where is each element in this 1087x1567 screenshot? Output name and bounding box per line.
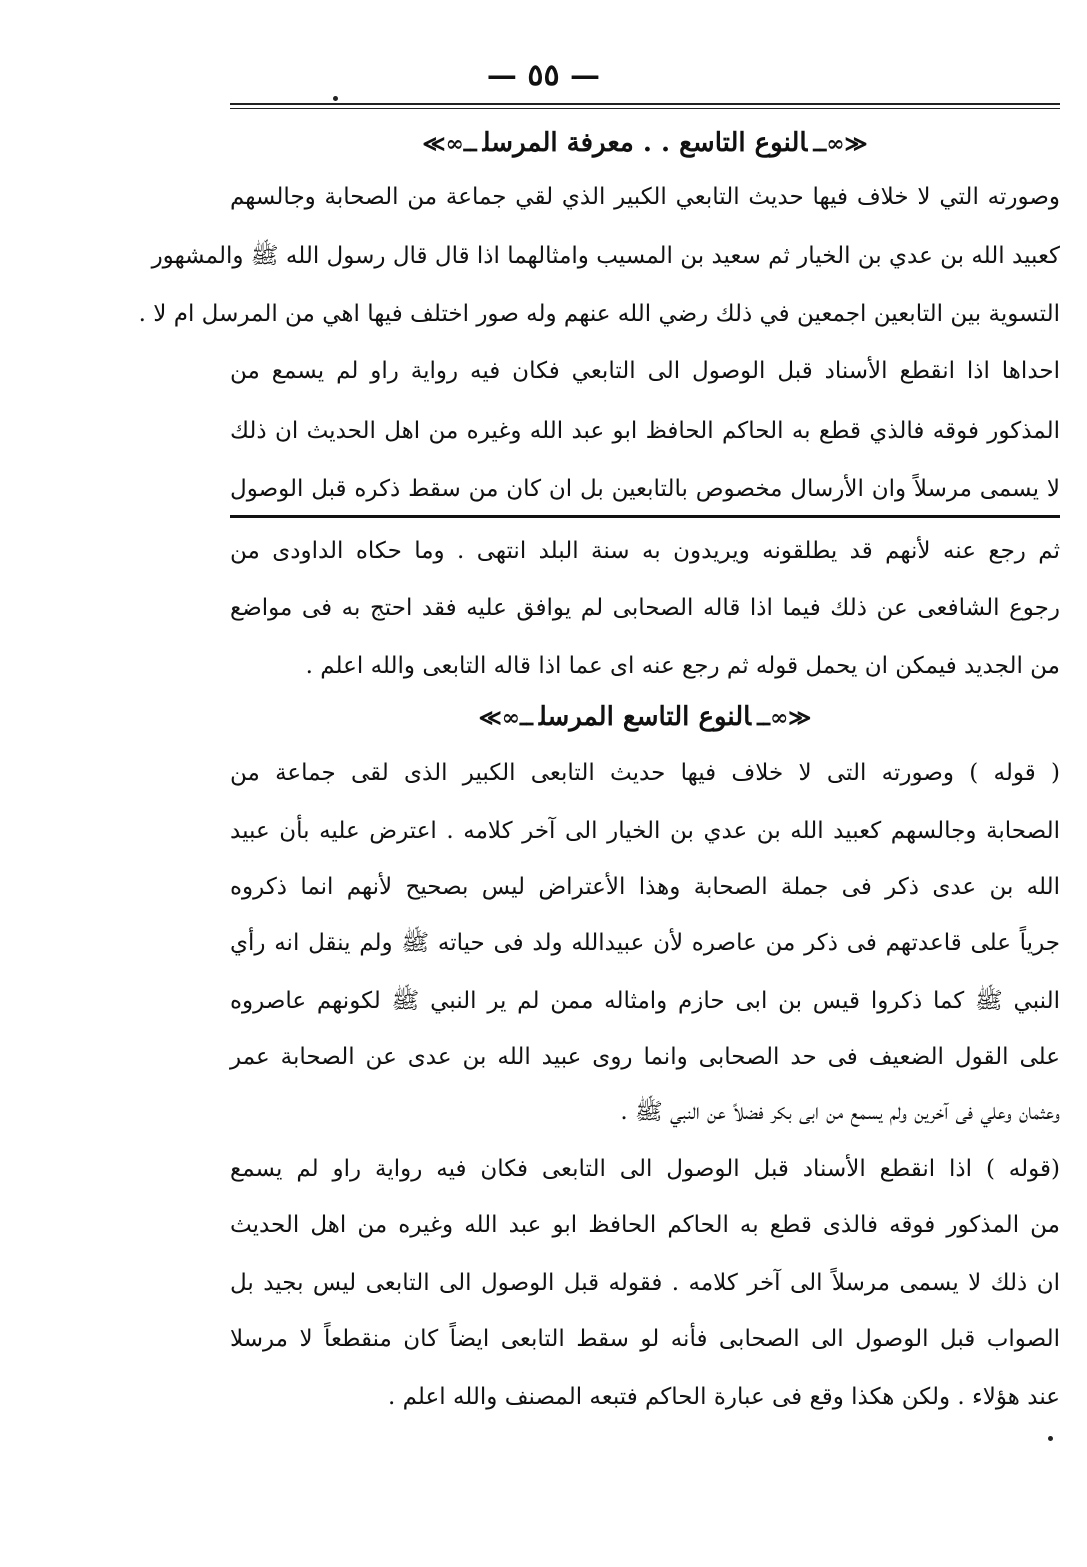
commentary-line: جرياً على قاعدتهم فى ذكر من عاصره لأن عبيدالله ولد فى حياته ﷺ ولم ينقل انه رأي xyxy=(230,930,1060,956)
main-text-line: احداها اذا انقطع الأسناد قبل الوصول الى التابعي فكان فيه رواية راو لم يسمع من xyxy=(230,358,1060,384)
page-number: — ٥٥ — xyxy=(486,58,601,93)
main-text-line: التسوية بين التابعين اجمعين في ذلك رضي الله عنهم وله صور اختلف فيها اهي من المرسل ام لا . xyxy=(138,301,1060,327)
commentary-line: من الجديد فيمكن ان يحمل قوله ثم رجع عنه اى عما اذا قاله التابعى والله اعلم . xyxy=(305,653,1060,679)
commentary-line: عند هؤلاء . ولكن هكذا وقع فى عبارة الحاكم فتبعه المصنف والله اعلم . xyxy=(388,1384,1060,1410)
ornament-right-icon: ≪∞ــ xyxy=(757,705,812,731)
commentary-line: وعثمان وعلي فى آخرين ولم يسمع من ابى بكر فضلاً عن النبي ﷺ . xyxy=(620,1099,1060,1125)
main-text-line: كعبيد الله بن عدي بن الخيار ثم سعيد بن المسيب وامثالهما اذا قال قال رسول الله ﷺ والمشهور xyxy=(151,243,1060,269)
ornament-left-icon: ــ∞≫ xyxy=(422,131,477,157)
commentary-heading-text: النوع التاسع المرسل xyxy=(538,702,752,732)
commentary-line: على القول الضعيف فى حد الصحابى وانما روى عبيد الله بن عدى عن الصحابة عمر xyxy=(230,1044,1060,1070)
commentary-line: (قوله ) اذا انقطع الأسناد قبل الوصول الى التابعى فكان فيه رواية راو لم يسمع xyxy=(230,1156,1060,1182)
commentary-line: الصواب قبل الوصول الى الصحابى فأنه لو سقط التابعى ايضاً كان منقطعاً لا مرسلا xyxy=(230,1326,1060,1352)
commentary-line: ( قوله ) وصورته التى لا خلاف فيها حديث التابعى الكبير الذى لقى جماعة من xyxy=(230,760,1060,786)
commentary-section-heading xyxy=(230,702,1060,732)
commentary-line: ان ذلك لا يسمى مرسلاً الى آخر كلامه . فقوله قبل الوصول الى التابعى ليس بجيد بل xyxy=(230,1270,1060,1296)
header-rule-thin xyxy=(230,108,1060,109)
header-dot xyxy=(333,96,338,101)
commentary-line: من المذكور فوقه فالذى قطع به الحاكم الحافظ ابو عبد الله وغيره من اهل الحديث xyxy=(230,1212,1060,1238)
main-section-heading xyxy=(230,128,1060,158)
ornament-left-icon: ــ∞≫ xyxy=(478,705,533,731)
commentary-line: الله بن عدى ذكر فى جملة الصحابة وهذا الأعتراض ليس بصحيح لأنهم انما ذكروه xyxy=(230,874,1060,900)
footer-dot xyxy=(1048,1436,1053,1441)
main-heading-text: النوع التاسع . . معرفة المرسل xyxy=(482,128,808,158)
ornament-right-icon: ≪∞ــ xyxy=(813,131,868,157)
section-separator xyxy=(230,515,1060,518)
main-text-line: المذكور فوقه فالذي قطع به الحاكم الحافظ ابو عبد الله وغيره من اهل الحديث ان ذلك xyxy=(230,418,1060,444)
header-rule xyxy=(230,103,1060,105)
main-text-line: لا يسمى مرسلاً وان الأرسال مخصوص بالتابعين بل ان كان من سقط ذكره قبل الوصول xyxy=(230,476,1060,502)
commentary-line: ثم رجع عنه لأنهم قد يطلقونه ويريدون به سنة البلد انتهى . وما حكاه الداودى من xyxy=(230,538,1060,564)
commentary-line: النبي ﷺ كما ذكروا قيس بن ابى حازم وامثاله ممن لم ير النبي ﷺ لكونهم عاصروه xyxy=(230,988,1060,1014)
commentary-line: رجوع الشافعى عن ذلك فيما اذا قاله الصحابى لم يوافق عليه فقد احتج به فى مواضع xyxy=(230,595,1060,621)
commentary-line: الصحابة وجالسهم كعبيد الله بن عدي بن الخيار الى آخر كلامه . اعترض عليه بأن عبيد xyxy=(230,818,1060,844)
main-text-line: وصورته التي لا خلاف فيها حديث التابعي الكبير الذي لقي جماعة من الصحابة وجالسهم xyxy=(230,184,1060,210)
